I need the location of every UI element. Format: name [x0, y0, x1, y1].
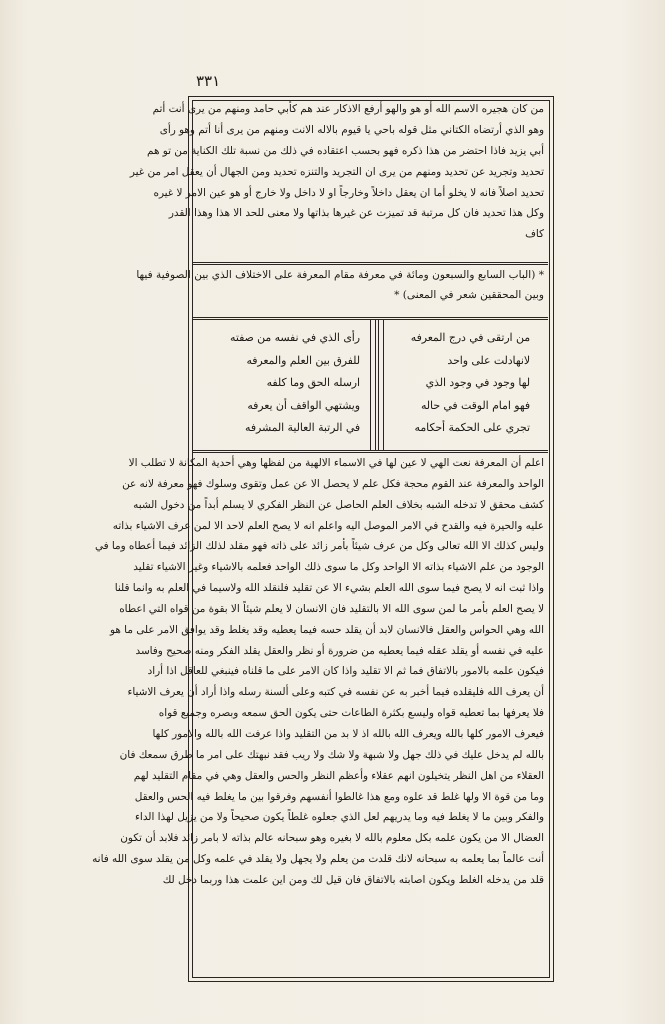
text-line: من كان هجيره الاسم الله أو هو والهو أرفع الاذكار عند هم كأبي حامد ومنهم من يرى أنت أتم: [152, 103, 544, 115]
text-line: وليس كذلك الا الله تعالى وكل من عرف شيئاً بأمر زائد على ذاته فهو مقلد لذلك الزائد فيما أعطاه وما في: [94, 540, 544, 553]
text-line: الله وهي الحواس والعقل فالانسان لابد أن يقلد حسه فيما يعطيه وقد يغلط وقد يوافق الامر على ما هو: [110, 623, 544, 636]
verse-line: في الرتبة العالية المشرفه: [245, 421, 360, 434]
text-line: فلا يعرفها بما تعطيه قواه وليسع بكثرة الطاعات حتى يكون الحق سمعه وبصره وجميع قواه: [158, 707, 544, 720]
text-line: الوجود من علم الاشياء بذاته الا الواحد وكل ما سوى ذلك الواحد فعلمه بالاشياء وغير الاشياء تقليد: [133, 561, 544, 574]
poem-section: [192, 320, 548, 450]
verse-line: لانهادلت على واحد: [447, 353, 530, 367]
text-line: واذا ثبت انه لا يصح فيما سوى الله العلم بشيء الا عن تقليد فلنقلد الله ولاسيما في العلم به وانما قلنا: [114, 582, 544, 595]
column-divider: [378, 320, 384, 450]
text-line: وكل هذا تحديد فان كل مرتبة قد تميزت عن غيرها بذاتها ولا معنى للحد الا هذا وهذا القدر: [168, 207, 544, 220]
heading-line: وبين المحققين شعر في المعنى) *: [394, 289, 544, 301]
poem-column-left: [230, 328, 360, 441]
text-line: عليه في نفسه أو يقلد عقله فيما يعطيه من ضرورة أو نظر والعقل يقلد الفكر ومنه صحيح وفاسد: [135, 644, 544, 657]
text-line: الواحد والمعرفة عند القوم محجة فكل علم لا يحصل الا عن عمل وتقوى وسلوك فهو معرفة لانه عن: [122, 477, 544, 490]
verse-line: تجري على الحكمة أحكامه: [414, 421, 530, 434]
text-line: قلد من يدخله الغلط ويكون اصابته بالاتفاق فان قيل لك ومن اين علمت هذا وربما دخل لك: [162, 873, 544, 886]
text-line: فيعرف الامور كلها بالله ويعرف الله بالله اذ لا بد من التقليد واذا عرفت الله بالله والامور كلها: [152, 727, 544, 740]
section-divider: [192, 317, 548, 318]
page-number: ٣٣١: [196, 72, 221, 90]
text-line: كاف: [525, 228, 544, 241]
text-line: لا يصح العلم بأمر ما لمن سوى الله الا بالتقليد فان الانسان لا يعلم شيئاً الا بقوة من قواه التي اعطاه: [119, 602, 544, 615]
text-line: تحديد وتجريد عن تحديد ومنهم من يرى ان التجريد والتنزه تحديد ومن الجهال أن يعقل امر من غير: [129, 165, 544, 178]
top-paragraph: [129, 100, 544, 246]
text-line: وما من قوة الا ولها غلط قد علوه ومع هذا غالطوا أنفسهم وفرقوا بين ما يغلط فيه الحس والعقل: [134, 790, 544, 803]
text-line: وهو الذي أرتضاه الكتاني مثل قوله باحي يا قيوم بالاله الانت ومنهم من يرى أنا أتم وهو رأى: [159, 123, 544, 136]
text-line: أبي يزيد فاذا احتضر من هذا ذكره فهو بحسب اعتقاده في ذلك من نسبة تلك الكناية من تو هم: [147, 144, 544, 157]
text-line: كشف محقق لا تدخله الشبه بخلاف العلم الحاصل عن النظر الفكري لا يسلم أبداً من دخول الشبه: [133, 498, 544, 511]
text-line: العضال الا من يكون علمه بكل معلوم بالله لا بغيره وهو سبحانه عالم بذاته لا بامر زائد فلابد أن تكون: [120, 832, 544, 845]
verse-line: للفرق بين العلم والمعرفه: [246, 353, 360, 367]
verse-line: رأى الذي في نفسه من صفته: [230, 331, 360, 344]
text-line: فيكون علمه بالامور بالاتفاق فما ثم الا تقليد واذا كان الامر على ما قلناه فينبغي للعاقل اذا أراد: [147, 665, 544, 678]
verse-line: ويشتهي الواقف أن يعرفه: [247, 398, 360, 412]
column-divider: [370, 320, 376, 450]
verse-line: لها وجود في وجود الذي: [425, 376, 530, 389]
text-line: اعلم أن المعرفة نعت الهي لا عين لها في الاسماء الالهية من لفظها وهي أحدية المكانة لا تطلب الا: [128, 457, 544, 469]
bottom-paragraph: [92, 454, 544, 892]
text-line: عليه والحيرة فيه والقدح في الامر الموصل اليه واعلم انه لا يصح العلم لاحد الا لمن عرف الاشياء بذاته: [112, 519, 544, 532]
verse-line: فهو امام الوقت في حاله: [420, 398, 530, 412]
section-divider: [192, 262, 548, 263]
poem-column-right: [410, 328, 530, 441]
heading-line: * (الباب السابع والسبعون ومائة في معرفة مقام المعرفة على الاختلاف الذي بين الصوفية فيها: [136, 269, 544, 281]
text-line: أنت عالماً بما يعلمه به سبحانه لانك قلدت من يعلم ولا يجهل ولا يقلد في علمه وكل من يقلد سوى الله فانه: [92, 853, 544, 866]
verse-line: ارسله الحق وما كلفه: [266, 376, 360, 389]
section-divider: [192, 452, 548, 453]
text-line: والفكر وبين ما لا يغلط فيه وما يدريهم لعل الذي جعلوه غلطاً يكون صحيحاً ولا من يزيل لهذا الداء: [135, 811, 544, 824]
text-line: أن يعرف الله فليقلده فيما أخبر به عن نفسه في كتبه وعلى ألسنة رسله واذا أراد أن يعرف الاشياء: [127, 686, 544, 699]
text-line: العقلاء من اهل النظر يتخيلون انهم عقلاء وأعظم النظر والحس والعقل وهي في مقام التقليد لهم: [133, 769, 544, 782]
section-divider: [192, 450, 548, 451]
verse-line: من ارتقى في درج المعرفه: [410, 331, 530, 344]
chapter-heading: [136, 266, 544, 306]
section-divider: [192, 264, 548, 265]
text-line: بالله لم يدخل عليك في ذلك جهل ولا شبهة ولا شك ولا ريب فقد نبهتك على امر ما طرق سمعك فان: [119, 748, 544, 761]
text-line: تحديد اصلاً فانه لا يخلو أما ان يعقل داخلاً وخارجاً او لا داخل ولا خارج أو هو عين الامر لا غيره: [153, 186, 544, 199]
